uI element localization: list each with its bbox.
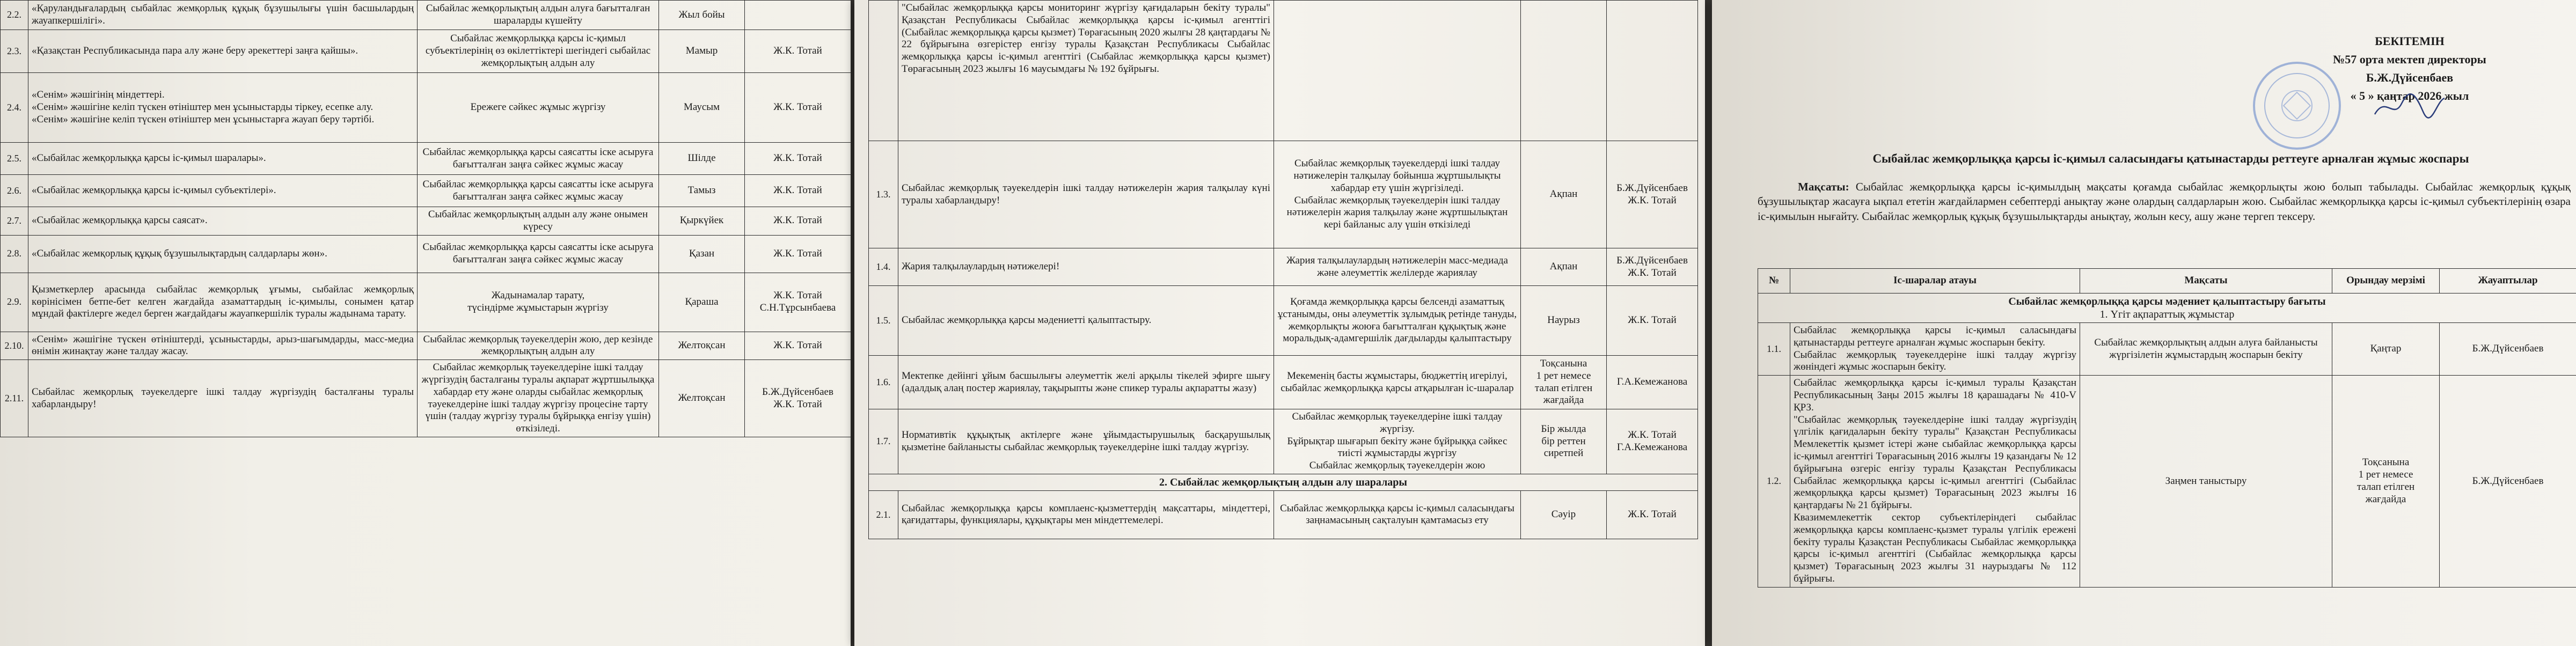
event-deadline: Маусым xyxy=(659,73,745,143)
event-deadline: Қараша xyxy=(659,273,745,332)
row-number: 2.1. xyxy=(869,490,898,539)
header-goal: Мақсаты xyxy=(2080,269,2332,293)
section-row xyxy=(1758,293,2576,323)
row-number: 1.3. xyxy=(869,141,898,248)
event-name: Мектепке дейінгі ұйым басшылығы әлеуметтік желі арқылы тікелей эфирге шығу (адалдық алаң постер жариялау, тақырыпты және спикер туралы ақпаратты жазу) xyxy=(898,356,1274,409)
document-title: Сыбайлас жемқорлыққа қарсы іс-қимыл саласындағы қатынастарды реттеуге арналған жұмыс жоспары xyxy=(1872,152,2469,165)
event-deadline: Қаңтар xyxy=(2332,323,2440,376)
event-goal: Сыбайлас жемқорлыққа қарсы саясатты іске асыруға бағытталған заңға сәйкес жұмыс жасау xyxy=(418,143,659,175)
event-deadline: Қыркүйек xyxy=(659,207,745,236)
header-deadline: Орындау мерзімі xyxy=(2332,269,2440,293)
left-page xyxy=(0,0,851,646)
goal-paragraph xyxy=(1758,180,2571,224)
event-name: Сыбайлас жемқорлық тәуекелдерін ішкі талдау нәтижелерін жария талқылау күні туралы хабарландыру! xyxy=(898,141,1274,248)
table-row xyxy=(1,360,851,437)
plan-table-middle xyxy=(868,0,1698,539)
event-name: Сыбайлас жемқорлыққа қарсы іс-қимыл туралы Қазақстан Республикасының Заңы 2015 жылғы 18 қарашадағы № 410-V ҚРЗ. "Сыбайлас жемқорлық тәуекелдеріне ішкі талдау жүргізудің үлгілік қағидаларын бекіту туралы" Қазақстан Республикасы Мемлекеттік қызмет істері және сыбайлас жемқорлыққа қарсы іс-қимыл агенттігі Төрағасының 2016 жылғы 19 қазандағы № 12 бұйрығына өзгеріс енгізу туралы Қазақстан Республикасы Сыбайлас жемқорлыққа қарсы іс-қимыл агенттігі (Сыбайлас жемқорлыққа қарсы қызмет) Төрағасының 2023 жылғы 16 қаңтардағы № 21 бұйрығы. Квазимемлекеттік сектор субъектілеріндегі сыбайлас жемқорлыққа қарсы комплаенс-қызмет туралы үлгілік ережені бекіту туралы Қазақстан Республикасы Сыбайлас жемқорлыққа қарсы іс-қимыл агенттігі (Сыбайлас жемқорлыққа қарсы қызмет) Төрағасының 2023 жылғы 31 наурыздағы № 112 бұйрығы. xyxy=(1790,376,2080,588)
approve-date: « 5 » қаңтар 2026 жыл xyxy=(2350,89,2469,102)
event-goal: Жадынамалар тарату, түсіндірме жұмыстарын жүргізу xyxy=(418,273,659,332)
event-deadline: Ақпан xyxy=(1521,248,1607,286)
event-name: Нормативтік құқықтық актілерге және ұйымдастырушылық басқарушылық қызметіне байланысты сыбайлас жемқорлық тәуекелдеріне ішкі талдау жүргізу. xyxy=(898,409,1274,474)
table-row xyxy=(869,248,1698,286)
goal-text: Сыбайлас жемқорлыққа қарсы іс-қимылдың мақсаты қоғамда сыбайлас жемқорлықты жою болып табылады. Сыбайлас жемқорлық құқық бұзушылықтар жасауға ықпал ететін жағдайлармен себептерді анықтау және олардың салдарларын жою. Сыбайлас жемқорлыққа қарсы іс-қимыл субъектілерінің өзара іс-қимылын нығайту. Сыбайлас жемқорлық құқық бұзушылықтарды анықтау, жолын кесу, ашу және тергеп тексеру. xyxy=(1758,180,2571,223)
goal-label: Мақсаты: xyxy=(1798,180,1849,193)
event-deadline: Жыл бойы xyxy=(659,1,745,30)
event-name: «Қазақстан Республикасында пара алу және беру әрекеттері заңға қайшы». xyxy=(28,30,418,73)
row-number: 1.5. xyxy=(869,286,898,356)
event-goal: Заңмен таныстыру xyxy=(2080,376,2332,588)
row-number: 1.7. xyxy=(869,409,898,474)
event-name: Сыбайлас жемқорлыққа қарсы мәдениетті қалыптастыру. xyxy=(898,286,1274,356)
event-responsible: Ж.К. Тотай xyxy=(745,143,851,175)
event-name: Жария талқылаулардың нәтижелері! xyxy=(898,248,1274,286)
event-goal: Сыбайлас жемқорлық тәуекелдерін жою, дер кезінде жемқорлықтың алдын алу xyxy=(418,332,659,360)
event-deadline: Ақпан xyxy=(1521,141,1607,248)
row-number: 1.4. xyxy=(869,248,898,286)
event-goal: Жария талқылаулардың нәтижелерін масс-медиада және әлеуметтік желілерде жариялау xyxy=(1274,248,1521,286)
table-row xyxy=(869,490,1698,539)
row-number: 1.6. xyxy=(869,356,898,409)
event-goal: Мекеменің басты жұмыстары, бюджеттің игерілуі, сыбайлас жемқорлыққа қарсы атқарылған іс-шаралар xyxy=(1274,356,1521,409)
event-responsible: Ж.К. Тотай xyxy=(745,332,851,360)
approve-role: №57 орта мектеп директоры xyxy=(2333,53,2486,66)
section-row xyxy=(869,474,1698,490)
event-responsible: Ж.К. Тотай С.Н.Тұрсынбаева xyxy=(745,273,851,332)
header-num: № xyxy=(1758,269,1790,293)
header-responsible: Жауаптылар xyxy=(2440,269,2576,293)
event-name: Сыбайлас жемқорлыққа қарсы іс-қимыл саласындағы қатынастарды реттеуге арналған жұмыс жоспарын бекіту. Сыбайлас жемқорлық тәуекелдеріне ішкі талдау жүргізу жөніндегі жұмыс жоспарын бекіту. xyxy=(1790,323,2080,376)
table-row xyxy=(1,332,851,360)
event-responsible: Б.Ж.Дүйсенбаев xyxy=(2440,376,2576,588)
header-event: Іс-шаралар атауы xyxy=(1790,269,2080,293)
row-number: 1.1. xyxy=(1758,323,1790,376)
event-deadline: Наурыз xyxy=(1521,286,1607,356)
event-responsible: Ж.К. Тотай xyxy=(745,30,851,73)
event-deadline: Тоқсанына 1 рет немесе талап етілген жағдайда xyxy=(2332,376,2440,588)
event-name: «Сыбайлас жемқорлыққа қарсы саясат». xyxy=(28,207,418,236)
event-responsible: Б.Ж.Дүйсенбаев Ж.К. Тотай xyxy=(1607,141,1698,248)
table-row xyxy=(1758,376,2576,588)
table-row xyxy=(1,207,851,236)
row-number: 1.2. xyxy=(1758,376,1790,588)
event-responsible: Б.Ж.Дүйсенбаев xyxy=(2440,323,2576,376)
event-responsible: Ж.К. Тотай xyxy=(745,73,851,143)
row-number: 2.10. xyxy=(1,332,28,360)
table-row xyxy=(1,235,851,273)
table-row xyxy=(869,409,1698,474)
event-goal: Сыбайлас жемқорлық тәуекелдерді ішкі талдау нәтижелерін талқылау бойынша жұртшылықты хабардар ету үшін жүргізіледі. Сыбайлас жемқорлық тәуекелдерін ішкі талдау нәтижелерін жария талқылау және жұртшылықтан кері байланыс алу үшін өткізіледі xyxy=(1274,141,1521,248)
event-responsible: Ж.К. Тотай xyxy=(1607,490,1698,539)
event-deadline: Бір жылда бір реттен сиретпей xyxy=(1521,409,1607,474)
event-name: Сыбайлас жемқорлық тәуекелдерге ішкі талдау жүргізудің басталғаны туралы хабарландыру! xyxy=(28,360,418,437)
event-responsible: Ж.К. Тотай Г.А.Кемежанова xyxy=(1607,409,1698,474)
event-deadline: Қазан xyxy=(659,235,745,273)
event-goal: Сыбайлас жемқорлыққа қарсы іс-қимыл субъектілерінің өз өкілеттіктері шегіндегі сыбайлас жемқорлықтың алдын алу xyxy=(418,30,659,73)
event-name: Қызметкерлер арасында сыбайлас жемқорлық ұғымы, сыбайлас жемқорлық көрінісімен бетпе-бет келген жағдайда азаматтардың іс-қимылы, сонымен қатар мұндай фактілерге жедел берген жағдайдағы жауапкершілік туралы жадынама тарату. xyxy=(28,273,418,332)
middle-page xyxy=(854,0,1705,646)
event-goal: Сыбайлас жемқорлыққа қарсы саясатты іске асыруға бағытталған заңға сәйкес жұмыс жасау xyxy=(418,175,659,207)
section-subtitle: 1. Үгіт ақпараттық жұмыстар xyxy=(2099,309,2235,320)
event-responsible: Б.Ж.Дүйсенбаев Ж.К. Тотай xyxy=(1607,248,1698,286)
row-number: 2.9. xyxy=(1,273,28,332)
table-row xyxy=(869,141,1698,248)
table-row xyxy=(1758,323,2576,376)
table-row xyxy=(1,273,851,332)
table-row xyxy=(1,1,851,30)
event-responsible: Ж.К. Тотай xyxy=(745,207,851,236)
plan-table-continued xyxy=(0,0,851,437)
table-row xyxy=(869,286,1698,356)
event-deadline: Желтоқсан xyxy=(659,332,745,360)
event-goal: Сыбайлас жемқорлықтың алдын алуға бағытталған шараларды күшейту xyxy=(418,1,659,30)
event-goal: Сыбайлас жемқорлыққа қарсы саясатты іске асыруға бағытталған заңға сәйкес жұмыс жасау xyxy=(418,235,659,273)
row-number: 2.3. xyxy=(1,30,28,73)
table-row xyxy=(1,143,851,175)
approve-title: БЕКІТЕМІН xyxy=(2375,34,2445,48)
event-deadline: Тоқсанына 1 рет немесе талап етілген жағдайда xyxy=(1521,356,1607,409)
event-responsible xyxy=(745,1,851,30)
event-deadline: Шілде xyxy=(659,143,745,175)
event-name: «Қаруландығалардың сыбайлас жемқорлық құқық бұзушылығы үшін басшылардың жауапкершілігі». xyxy=(28,1,418,30)
event-responsible: Ж.К. Тотай xyxy=(745,175,851,207)
event-responsible: Б.Ж.Дүйсенбаев Ж.К. Тотай xyxy=(745,360,851,437)
event-goal: Қоғамда жемқорлыққа қарсы белсенді азаматтық ұстанымды, оны әлеуметтік зұлымдық ретінде тануды, жемқорлықты жоюға бағытталған құқықтық және моральдық-адамгершілік дағдыларды қалыптастыру xyxy=(1274,286,1521,356)
right-page xyxy=(1712,0,2576,646)
event-name: «Сенім» жәшігінің міндеттері. «Сенім» жәшігіне келіп түскен өтініштер мен ұсыныстарды тіркеу, есепке алу. «Сенім» жәшігіне келіп түскен өтініштер мен ұсыныстарға жауап беру тәртібі. xyxy=(28,73,418,143)
event-deadline: Тамыз xyxy=(659,175,745,207)
event-responsible: Г.А.Кемежанова xyxy=(1607,356,1698,409)
event-responsible: Ж.К. Тотай xyxy=(1607,286,1698,356)
table-row xyxy=(1,30,851,73)
section-title: Сыбайлас жемқорлыққа қарсы мәдениет қалыптастыру бағыты xyxy=(2008,296,2326,307)
row-number: 2.7. xyxy=(1,207,28,236)
event-name: Сыбайлас жемқорлыққа қарсы комплаенс-қызметтердің мақсаттары, міндеттері, қағидаттары, функциялары, құқықтары мен міндеттемелері. xyxy=(898,490,1274,539)
event-goal: Сыбайлас жемқорлық тәуекелдеріне ішкі талдау жүргізу. Бұйрықтар шығарып бекіту және бұйрыққа сәйкес тиісті жұмыстарды жүргізу Сыбайлас жемқорлық тәуекелдерін жою xyxy=(1274,409,1521,474)
section-title: 2. Сыбайлас жемқорлықтың алдын алу шаралары xyxy=(869,474,1698,490)
table-row xyxy=(869,1,1698,141)
table-row xyxy=(869,356,1698,409)
stamp-seal-icon xyxy=(2251,60,2343,151)
event-deadline: Мамыр xyxy=(659,30,745,73)
row-number: 2.2. xyxy=(1,1,28,30)
event-name: «Сыбайлас жемқорлыққа қарсы іс-қимыл субъектілері». xyxy=(28,175,418,207)
row-number: 2.8. xyxy=(1,235,28,273)
event-goal: Сыбайлас жемқорлықтың алдын алуға байланысты жүргізілетін жұмыстардың жоспарын бекіту xyxy=(2080,323,2332,376)
event-goal: Сыбайлас жемқорлық тәуекелдеріне ішкі талдау жүргізудің басталғаны туралы ақпарат жұртшылыққа хабардар ету және оларды сыбайлас жемқорлық тәуекелдеріне ішкі талдау жүргізу процесіне тарту үшін (талдау жүргізу туралы бұйрыққа енгізу үшін) өткізіледі. xyxy=(418,360,659,437)
event-name: «Сыбайлас жемқорлық құқық бұзушылықтардың салдарлары жөн». xyxy=(28,235,418,273)
event-name: «Сенім» жәшігіне түскен өтініштерді, ұсыныстарды, арыз-шағымдарды, масс-медиа өнімін жинақтау және талдау жасау. xyxy=(28,332,418,360)
event-responsible: Ж.К. Тотай xyxy=(745,235,851,273)
event-deadline: Желтоқсан xyxy=(659,360,745,437)
event-goal: Сыбайлас жемқорлықтың алдын алу және онымен күресу xyxy=(418,207,659,236)
event-goal: Сыбайлас жемқорлыққа қарсы іс-қимыл саласындағы заңнамасының сақталуын қамтамасыз ету xyxy=(1274,490,1521,539)
table-row xyxy=(1,73,851,143)
event-deadline: Сәуір xyxy=(1521,490,1607,539)
event-name: «Сыбайлас жемқорлыққа қарсы іс-қимыл шаралары». xyxy=(28,143,418,175)
event-goal: Ережеге сәйкес жұмыс жүргізу xyxy=(418,73,659,143)
table-header-row xyxy=(1758,269,2576,293)
row-number: 2.6. xyxy=(1,175,28,207)
approve-name: Б.Ж.Дүйсенбаев xyxy=(2366,71,2454,84)
row-number: 2.11. xyxy=(1,360,28,437)
row-number: 2.5. xyxy=(1,143,28,175)
row-number: 2.4. xyxy=(1,73,28,143)
signature-icon xyxy=(2372,90,2447,122)
law-reference-text: "Сыбайлас жемқорлыққа қарсы мониторинг жүргізу қағидаларын бекіту туралы" Қазақстан Республикасы Сыбайлас жемқорлыққа қарсы іс-қимыл агенттігі (Сыбайлас жемқорлыққа қарсы қызмет) Төрағасының 2020 жылғы 28 қаңтардағы № 22 бұйрығына өзгерістер енгізу туралы Қазақстан Республикасы Сыбайлас жемқорлыққа қарсы іс-қимыл агенттігі (Сыбайлас жемқорлыққа қарсы қызмет) Төрағасының 2023 жылғы 16 маусымдағы № 192 бұйрығы. xyxy=(898,1,1274,141)
plan-table-start xyxy=(1758,268,2576,588)
table-row xyxy=(1,175,851,207)
